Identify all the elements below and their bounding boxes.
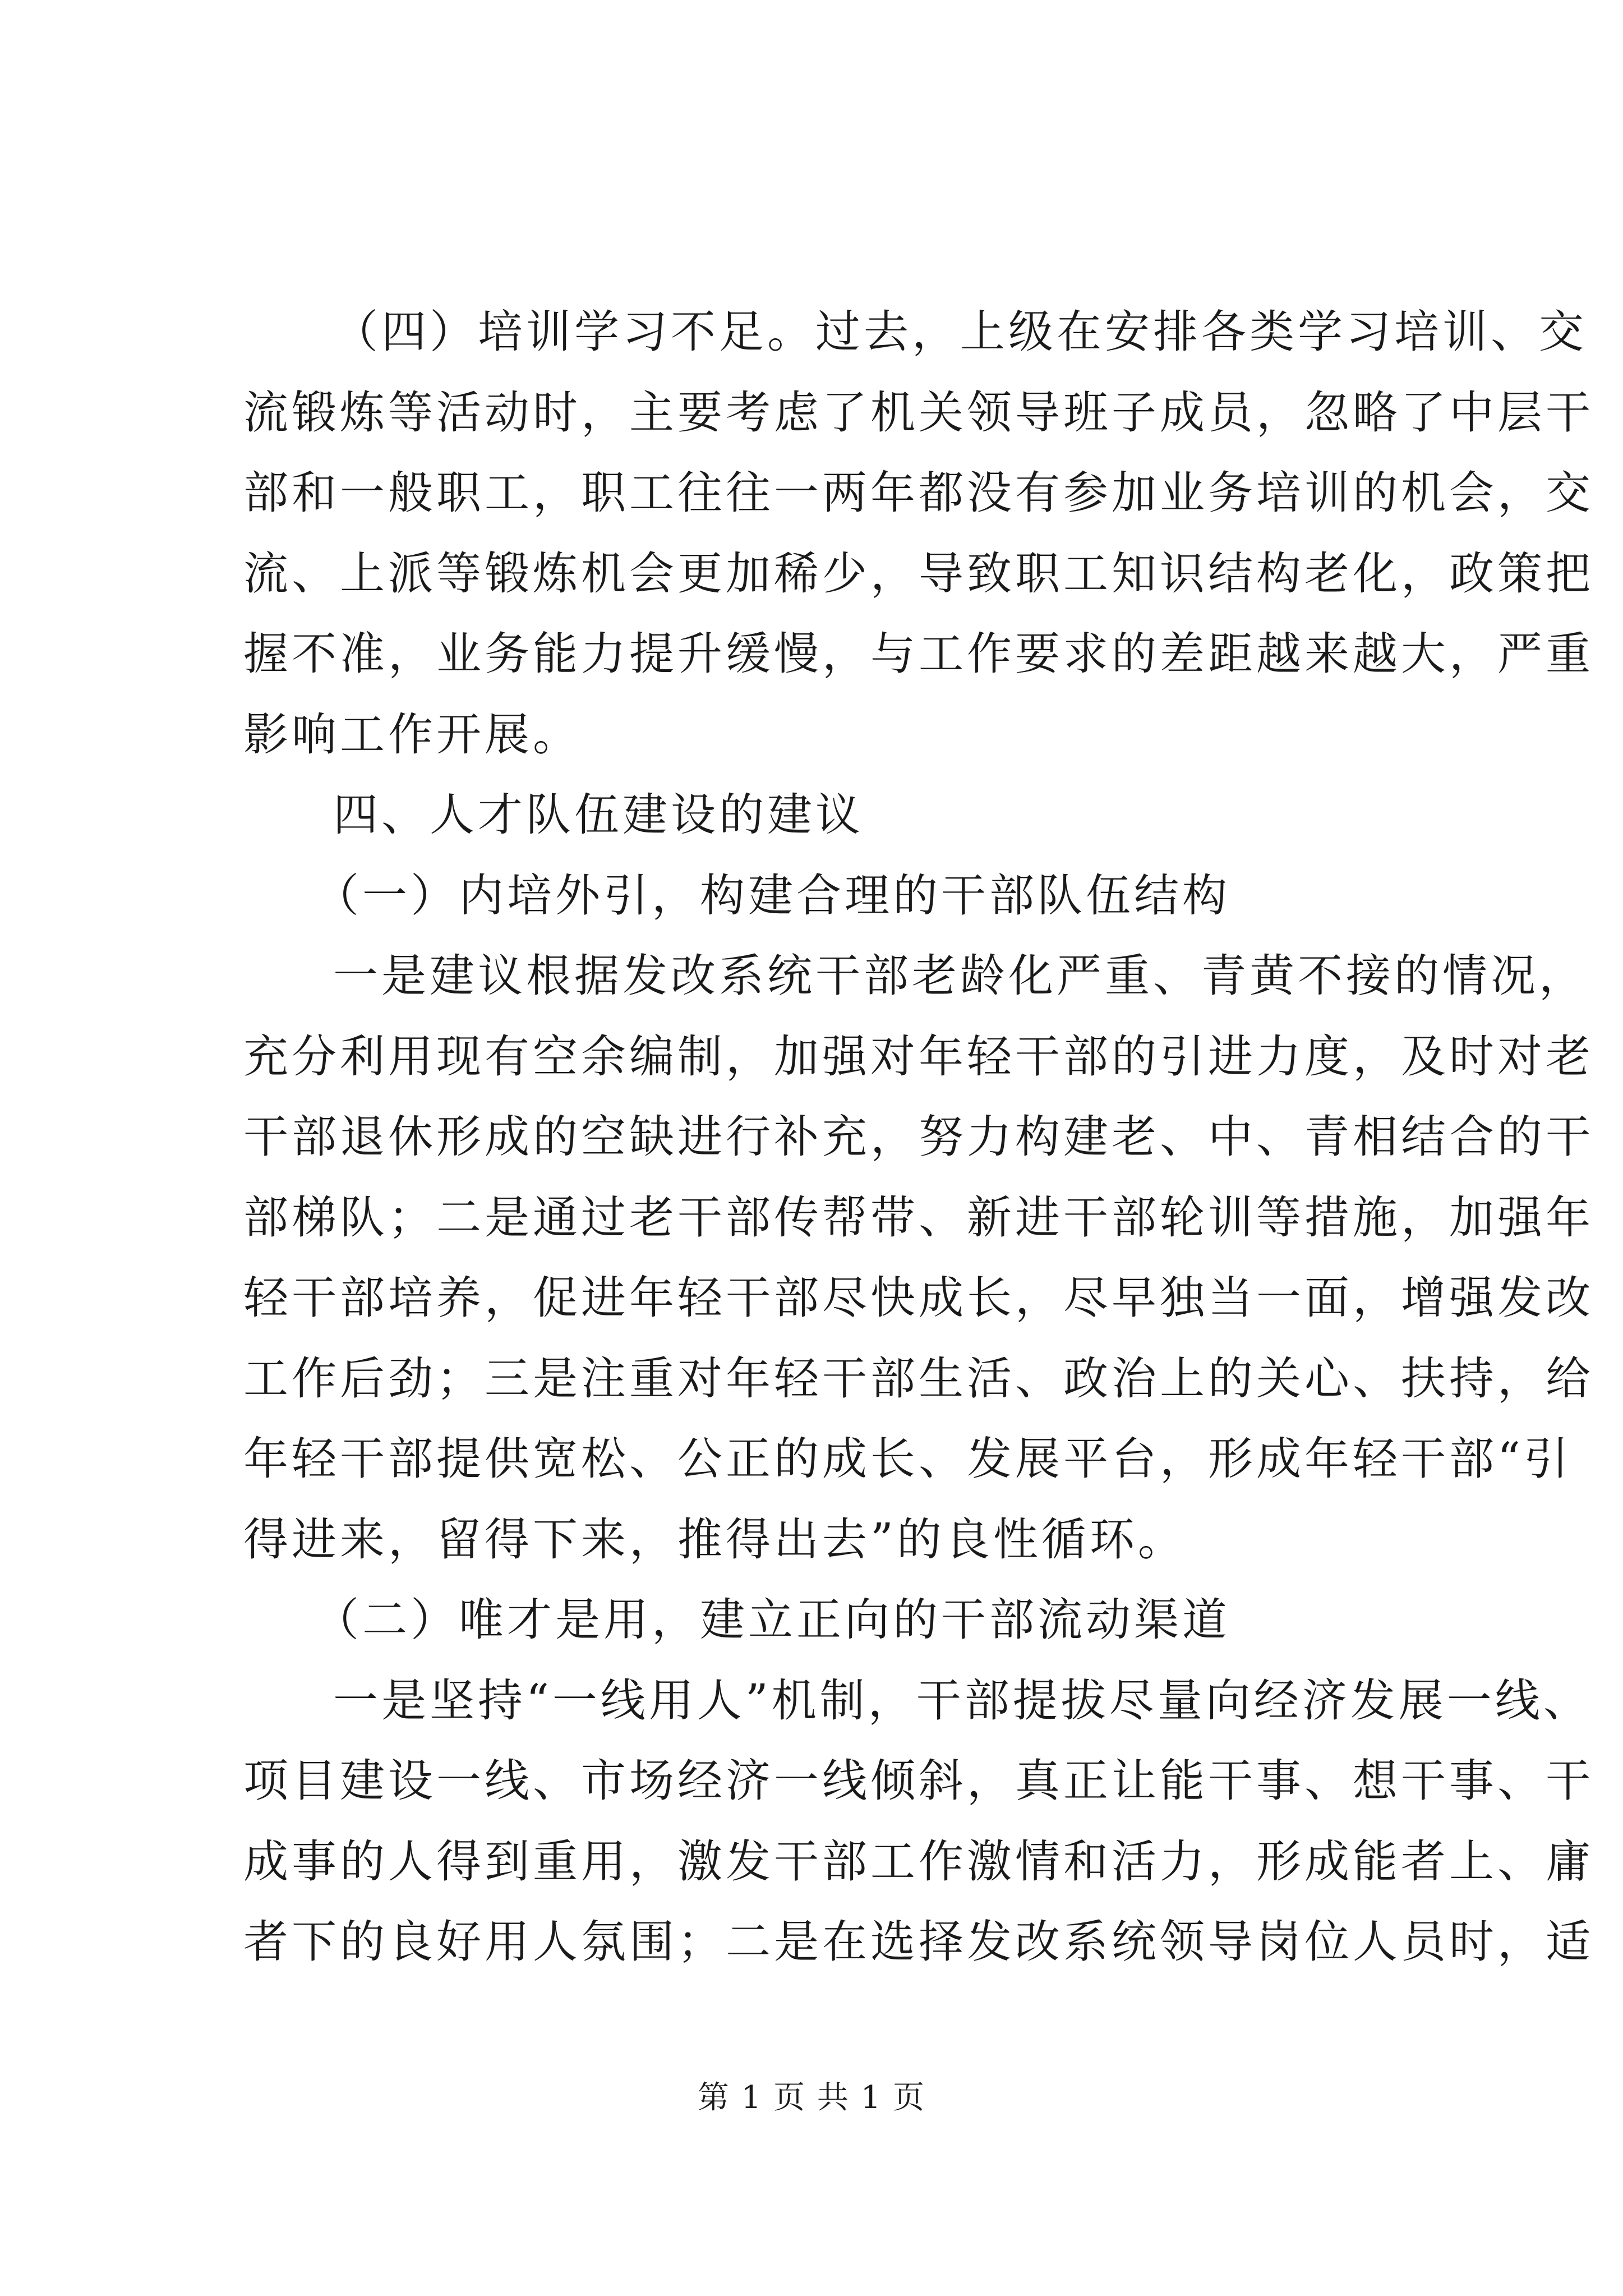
page-footer: 第 1 页 共 1 页	[697, 2079, 926, 2116]
paragraph-line: （四）培训学习不足。过去，上级在安排各类学习培训、交	[333, 306, 1587, 358]
paragraph-line: 成事的人得到重用，激发干部工作激情和活力，形成能者上、庸	[243, 1835, 1594, 1888]
paragraph-line: 部梯队；二是通过老干部传帮带、新进干部轮训等措施，加强年	[243, 1191, 1594, 1244]
section-heading: 四、人才队伍建设的建议	[333, 789, 864, 841]
paragraph-line: 充分利用现有空余编制，加强对年轻干部的引进力度，及时对老	[243, 1030, 1594, 1083]
paragraph-line: 项目建设一线、市场经济一线倾斜，真正让能干事、想干事、干	[243, 1755, 1594, 1807]
paragraph-line: 一是坚持“一线用人”机制，干部提拔尽量向经济发展一线、	[333, 1674, 1592, 1727]
paragraph-line: 干部退休形成的空缺进行补充，努力构建老、中、青相结合的干	[243, 1111, 1594, 1163]
paragraph-line: 流、上派等锻炼机会更加稀少，导致职工知识结构老化，政策把	[243, 547, 1594, 600]
paragraph-line: 轻干部培养，促进年轻干部尽快成长，尽早独当一面，增强发改	[243, 1272, 1594, 1324]
paragraph-line: 年轻干部提供宽松、公正的成长、发展平台，形成年轻干部“引	[243, 1433, 1572, 1485]
subsection-heading: （二）唯才是用，建立正向的干部流动渠道	[314, 1594, 1230, 1646]
paragraph-line: 握不准，业务能力提升缓慢，与工作要求的差距越来越大，严重	[243, 628, 1594, 680]
paragraph-line: 影响工作开展。	[243, 708, 581, 761]
subsection-heading: （一）内培外引，构建合理的干部队伍结构	[314, 869, 1230, 922]
paragraph-line: 得进来，留得下来，推得出去”的良性循环。	[243, 1513, 1186, 1566]
paragraph-line: 工作后劲；三是注重对年轻干部生活、政治上的关心、扶持，给	[243, 1352, 1594, 1405]
paragraph-line: 者下的良好用人氛围；二是在选择发改系统领导岗位人员时，适	[243, 1916, 1594, 1968]
document-body	[243, 292, 1594, 1982]
paragraph-line: 部和一般职工，职工往往一两年都没有参加业务培训的机会，交	[243, 467, 1594, 519]
paragraph-line: 一是建议根据发改系统干部老龄化严重、青黄不接的情况，	[333, 950, 1587, 1002]
paragraph-line: 流锻炼等活动时，主要考虑了机关领导班子成员，忽略了中层干	[243, 386, 1594, 439]
